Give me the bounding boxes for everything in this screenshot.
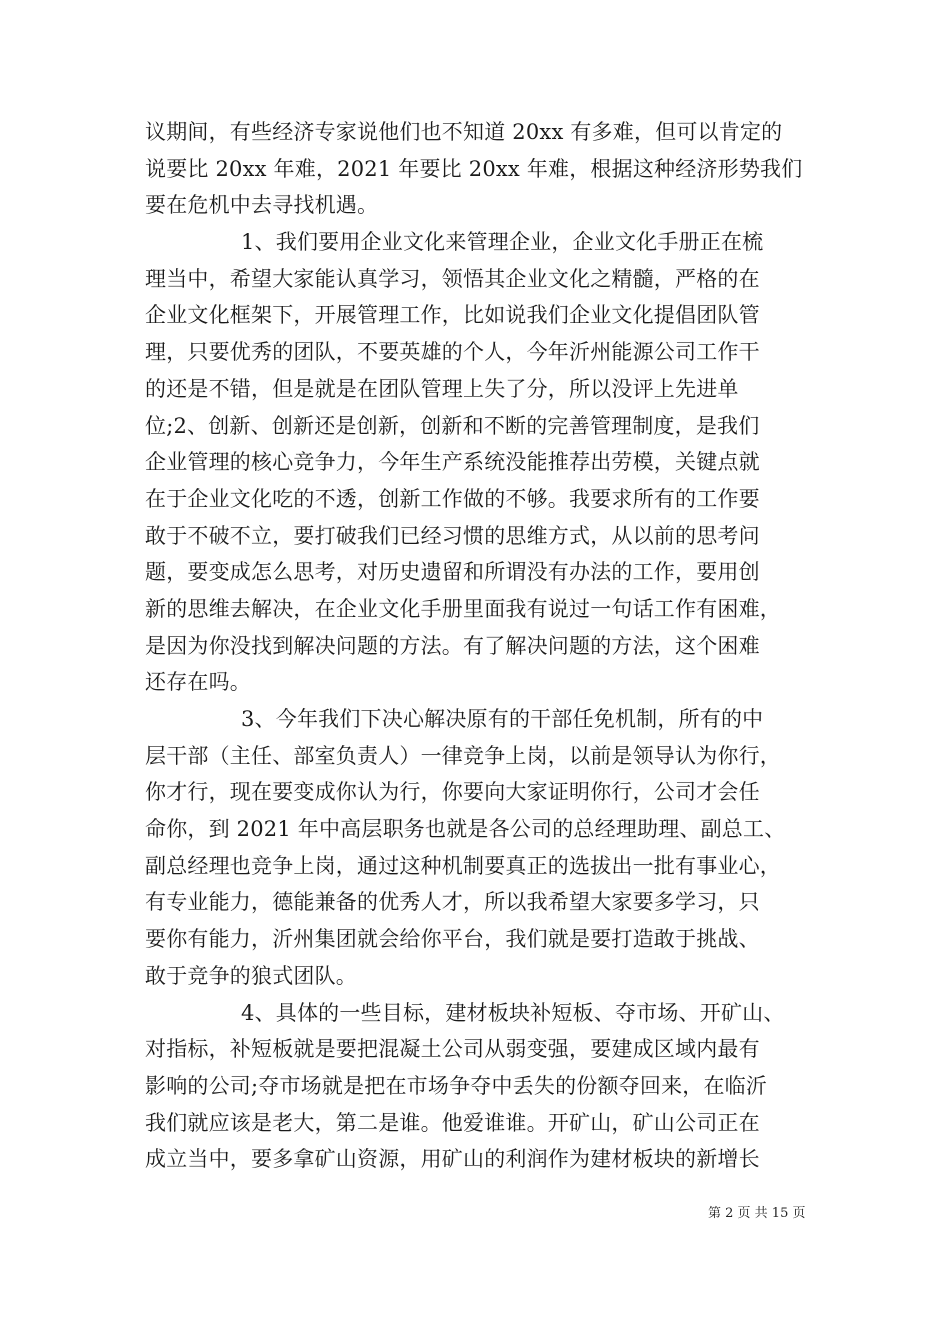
text-line: 位;2、创新、创新还是创新，创新和不断的完善管理制度，是我们: [145, 413, 760, 438]
text-line: 敢于竞争的狼式团队。: [145, 963, 357, 988]
text-line: 还存在吗。: [145, 670, 251, 695]
text-line: 成立当中，要多拿矿山资源，用矿山的利润作为建材板块的新增长: [145, 1147, 760, 1172]
paragraph-4-start: 4、具体的一些目标，建材板块补短板、夺市场、开矿山、: [241, 1000, 785, 1025]
text-line: 理，只要优秀的团队，不要英雄的个人，今年沂州能源公司工作干: [145, 340, 760, 365]
text-line: 要你有能力，沂州集团就会给你平台，我们就是要打造敢于挑战、: [145, 927, 760, 952]
paragraph-3-start: 3、今年我们下决心解决原有的干部任免机制，所有的中: [241, 707, 764, 731]
text-line: 的还是不错，但是就是在团队管理上失了分，所以没评上先进单: [145, 376, 739, 401]
body-text: [145, 114, 810, 1178]
text-line: 题，要变成怎么思考，对历史遗留和所谓没有办法的工作，要用创: [145, 560, 760, 585]
page-number: 第 2 页 共 15 页: [708, 1206, 806, 1221]
text-line: 影响的公司;夺市场就是把在市场争夺中丢失的份额夺回来，在临沂: [145, 1073, 768, 1098]
text-line: 企业文化框架下，开展管理工作，比如说我们企业文化提倡团队管: [145, 303, 760, 328]
text-line: 敢于不破不立，要打破我们已经习惯的思维方式，从以前的思考问: [145, 523, 760, 548]
text-line: 新的思维去解决，在企业文化手册里面我有说过一句话工作有困难，: [145, 596, 781, 621]
text-line: 企业管理的核心竞争力，今年生产系统没能推荐出劳模，关键点就: [145, 450, 760, 475]
text-line: 对指标，补短板就是要把混凝土公司从弱变强，要建成区域内最有: [145, 1037, 760, 1062]
text-line: 理当中，希望大家能认真学习，领悟其企业文化之精髓，严格的在: [145, 266, 760, 291]
text-line: 在于企业文化吃的不透，创新工作做的不够。我要求所有的工作要: [145, 486, 760, 511]
text-line: 我们就应该是老大，第二是谁。他爱谁谁。开矿山，矿山公司正在: [145, 1110, 760, 1135]
paragraph-1-start: 1、我们要用企业文化来管理企业，企业文化手册正在梳: [241, 230, 764, 255]
text-line: 有专业能力，德能兼备的优秀人才，所以我希望大家要多学习，只: [145, 890, 760, 915]
text-line: 层干部（主任、部室负责人）一律竞争上岗，以前是领导认为你行，: [145, 743, 781, 768]
text-line: 副总经理也竞争上岗，通过这种机制要真正的选拔出一批有事业心，: [145, 853, 781, 878]
text-line: 说要比 20xx 年难，2021 年要比 20xx 年难，根据这种经济形势我们: [145, 156, 803, 181]
text-line: 议期间，有些经济专家说他们也不知道 20xx 有多难，但可以肯定的: [145, 120, 783, 144]
text-line: 命你，到 2021 年中高层职务也就是各公司的总经理助理、副总工、: [145, 817, 786, 842]
text-line: 是因为你没找到解决问题的方法。有了解决问题的方法，这个困难: [145, 633, 760, 658]
text-line: 你才行，现在要变成你认为行，你要向大家证明你行，公司才会任: [145, 780, 760, 805]
text-line: 要在危机中去寻找机遇。: [145, 193, 379, 218]
